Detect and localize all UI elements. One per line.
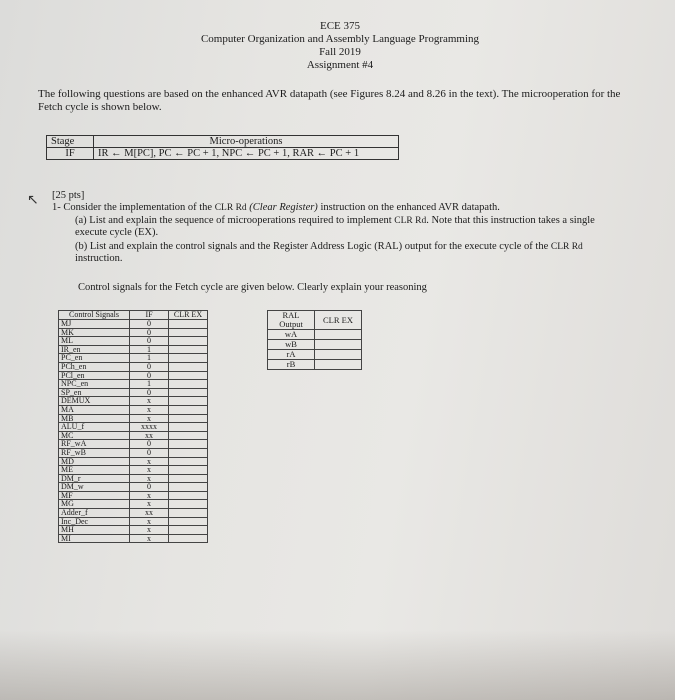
question-1 xyxy=(52,202,612,214)
signal-name: PCh_en xyxy=(59,362,130,371)
signal-name: DM_w xyxy=(59,483,130,492)
control-signal-row xyxy=(59,380,208,389)
signal-if-value: x xyxy=(130,457,169,466)
part-b-tail: instruction. xyxy=(75,253,123,264)
term: Fall 2019 xyxy=(319,46,361,58)
signal-name: PC_en xyxy=(59,354,130,363)
signal-name: RF_wA xyxy=(59,440,130,449)
part-a-code: CLR Rd xyxy=(394,216,427,226)
part-b-code: CLR Rd xyxy=(550,242,583,252)
signal-if-value: xx xyxy=(130,509,169,518)
signal-ex-value[interactable] xyxy=(169,457,208,466)
signal-ex-value[interactable] xyxy=(169,474,208,483)
signal-name: MF xyxy=(59,491,130,500)
intro-paragraph: The following questions are based on the enhanced AVR datapath (see Figures 8.24 and 8.26 in the text). The microoperation for the Fetch cycle is shown below. xyxy=(38,88,621,113)
ral-output-name: wB xyxy=(268,340,315,350)
signal-ex-value[interactable] xyxy=(169,328,208,337)
control-signal-row xyxy=(59,448,208,457)
signal-name: RF_wB xyxy=(59,448,130,457)
control-signal-row xyxy=(59,337,208,346)
signal-name: DEMUX xyxy=(59,397,130,406)
signal-if-value: x xyxy=(130,474,169,483)
ral-output-name: wA xyxy=(268,330,315,340)
signal-if-value: 1 xyxy=(130,354,169,363)
control-signal-row xyxy=(59,491,208,500)
signal-ex-value[interactable] xyxy=(169,431,208,440)
signal-name: Adder_f xyxy=(59,509,130,518)
question-points: [25 pts] xyxy=(52,190,85,201)
ral-ex-value[interactable] xyxy=(315,330,362,340)
signal-name: MJ xyxy=(59,320,130,329)
signal-if-value: x xyxy=(130,397,169,406)
signal-ex-value[interactable] xyxy=(169,354,208,363)
ral-output-table xyxy=(267,310,362,370)
signal-ex-value[interactable] xyxy=(169,466,208,475)
signal-ex-value[interactable] xyxy=(169,448,208,457)
signal-name: MI xyxy=(59,534,130,543)
signal-if-value: x xyxy=(130,414,169,423)
ral-output-name: rB xyxy=(268,360,315,370)
signal-if-value: x xyxy=(130,517,169,526)
signal-if-value: 0 xyxy=(130,440,169,449)
signal-if-value: 0 xyxy=(130,483,169,492)
signal-ex-value[interactable] xyxy=(169,509,208,518)
ral-ex-value[interactable] xyxy=(315,360,362,370)
ral-ex-value[interactable] xyxy=(315,350,362,360)
part-a-tail: . Note that this instruction takes a single execute cycle (EX). xyxy=(75,215,595,238)
question-code: CLR Rd xyxy=(214,203,247,213)
part-b-label: (b) xyxy=(75,241,88,252)
signal-name: ME xyxy=(59,466,130,475)
signal-name: Inc_Dec xyxy=(59,517,130,526)
ral-row xyxy=(268,340,362,350)
ral-row xyxy=(268,360,362,370)
signal-ex-value[interactable] xyxy=(169,397,208,406)
signal-if-value: xxxx xyxy=(130,423,169,432)
part-a-text: List and explain the sequence of microoperations required to implement xyxy=(89,215,392,226)
signal-name: DM_r xyxy=(59,474,130,483)
assignment-header xyxy=(0,20,675,72)
signal-if-value: 1 xyxy=(130,380,169,389)
part-b-text: List and explain the control signals and the Register Address Logic (RAL) output for the execute cycle of the xyxy=(89,241,549,252)
fetch-micro-ops: IR ← M[PC], PC ← PC + 1, NPC ← PC + 1, RAR ← PC + 1 xyxy=(94,148,399,160)
question-italic: (Clear Register) xyxy=(249,202,318,213)
stage-if: IF xyxy=(47,148,94,160)
control-signal-row xyxy=(59,534,208,543)
micro-ops-header: Micro-operations xyxy=(94,136,399,148)
signal-if-value: x xyxy=(130,526,169,535)
control-signal-row xyxy=(59,362,208,371)
question-number: 1- xyxy=(52,202,61,213)
question-lead: Consider the implementation of the xyxy=(63,202,213,213)
signals-header: Control Signals xyxy=(59,311,130,320)
signal-name: PCl_en xyxy=(59,371,130,380)
arrow-cursor-icon: ↖ xyxy=(27,192,39,208)
control-signal-row xyxy=(59,526,208,535)
page-shadow xyxy=(0,630,675,700)
signal-ex-value[interactable] xyxy=(169,423,208,432)
control-signal-row xyxy=(59,517,208,526)
signal-name: MC xyxy=(59,431,130,440)
part-a xyxy=(75,215,595,239)
control-note: Control signals for the Fetch cycle are given below. Clearly explain your reasoning xyxy=(78,282,427,293)
stage-header: Stage xyxy=(47,136,94,148)
signal-if-value: 0 xyxy=(130,448,169,457)
control-signal-row xyxy=(59,397,208,406)
signal-name: ML xyxy=(59,337,130,346)
signal-if-value: x xyxy=(130,500,169,509)
control-signal-row xyxy=(59,466,208,475)
signal-if-value: x xyxy=(130,491,169,500)
assignment-number: Assignment #4 xyxy=(306,59,374,71)
signal-ex-value[interactable] xyxy=(169,337,208,346)
control-signal-row xyxy=(59,320,208,329)
signal-name: IR_en xyxy=(59,345,130,354)
signal-ex-value[interactable] xyxy=(169,388,208,397)
control-signal-row xyxy=(59,483,208,492)
signal-ex-value[interactable] xyxy=(169,345,208,354)
control-signal-row xyxy=(59,405,208,414)
signal-name: MD xyxy=(59,457,130,466)
control-signal-row xyxy=(59,423,208,432)
ral-clr-ex-header: CLR EX xyxy=(315,311,362,330)
signal-name: MB xyxy=(59,414,130,423)
signal-ex-value[interactable] xyxy=(169,440,208,449)
signal-ex-value[interactable] xyxy=(169,526,208,535)
signal-if-value: 0 xyxy=(130,320,169,329)
signal-name: MH xyxy=(59,526,130,535)
signal-name: MA xyxy=(59,405,130,414)
ral-row xyxy=(268,330,362,340)
signal-ex-value[interactable] xyxy=(169,405,208,414)
signal-ex-value[interactable] xyxy=(169,362,208,371)
signal-if-value: x xyxy=(130,534,169,543)
ral-output-header: RAL Output xyxy=(268,311,315,330)
part-b xyxy=(75,241,605,265)
control-signal-row xyxy=(59,509,208,518)
control-signal-row xyxy=(59,328,208,337)
ral-output-name: rA xyxy=(268,350,315,360)
part-a-label: (a) xyxy=(75,215,87,226)
signal-if-value: 0 xyxy=(130,328,169,337)
signal-ex-value[interactable] xyxy=(169,414,208,423)
signal-ex-value[interactable] xyxy=(169,483,208,492)
signal-if-value: x xyxy=(130,466,169,475)
signal-ex-value[interactable] xyxy=(169,517,208,526)
signal-name: ALU_f xyxy=(59,423,130,432)
signal-ex-value[interactable] xyxy=(169,491,208,500)
signal-if-value: 0 xyxy=(130,337,169,346)
signal-ex-value[interactable] xyxy=(169,371,208,380)
course-code: ECE 375 xyxy=(319,20,361,32)
ral-row xyxy=(268,350,362,360)
signal-name: SP_en xyxy=(59,388,130,397)
signal-name: MG xyxy=(59,500,130,509)
signal-name: NPC_en xyxy=(59,380,130,389)
ral-ex-value[interactable] xyxy=(315,340,362,350)
signal-if-value: 0 xyxy=(130,388,169,397)
signal-ex-value[interactable] xyxy=(169,500,208,509)
signal-ex-value[interactable] xyxy=(169,320,208,329)
course-title: Computer Organization and Assembly Language Programming xyxy=(200,33,480,45)
fetch-stage-table xyxy=(46,135,399,160)
signal-name: MK xyxy=(59,328,130,337)
control-signal-row xyxy=(59,457,208,466)
if-header: IF xyxy=(130,311,169,320)
control-signals-table xyxy=(58,310,208,543)
question-tail: instruction on the enhanced AVR datapath. xyxy=(320,202,500,213)
signal-if-value: 0 xyxy=(130,362,169,371)
signal-if-value: xx xyxy=(130,431,169,440)
signal-if-value: 1 xyxy=(130,345,169,354)
signal-ex-value[interactable] xyxy=(169,380,208,389)
signal-if-value: x xyxy=(130,405,169,414)
signal-if-value: 0 xyxy=(130,371,169,380)
clr-ex-header: CLR EX xyxy=(169,311,208,320)
signal-ex-value[interactable] xyxy=(169,534,208,543)
